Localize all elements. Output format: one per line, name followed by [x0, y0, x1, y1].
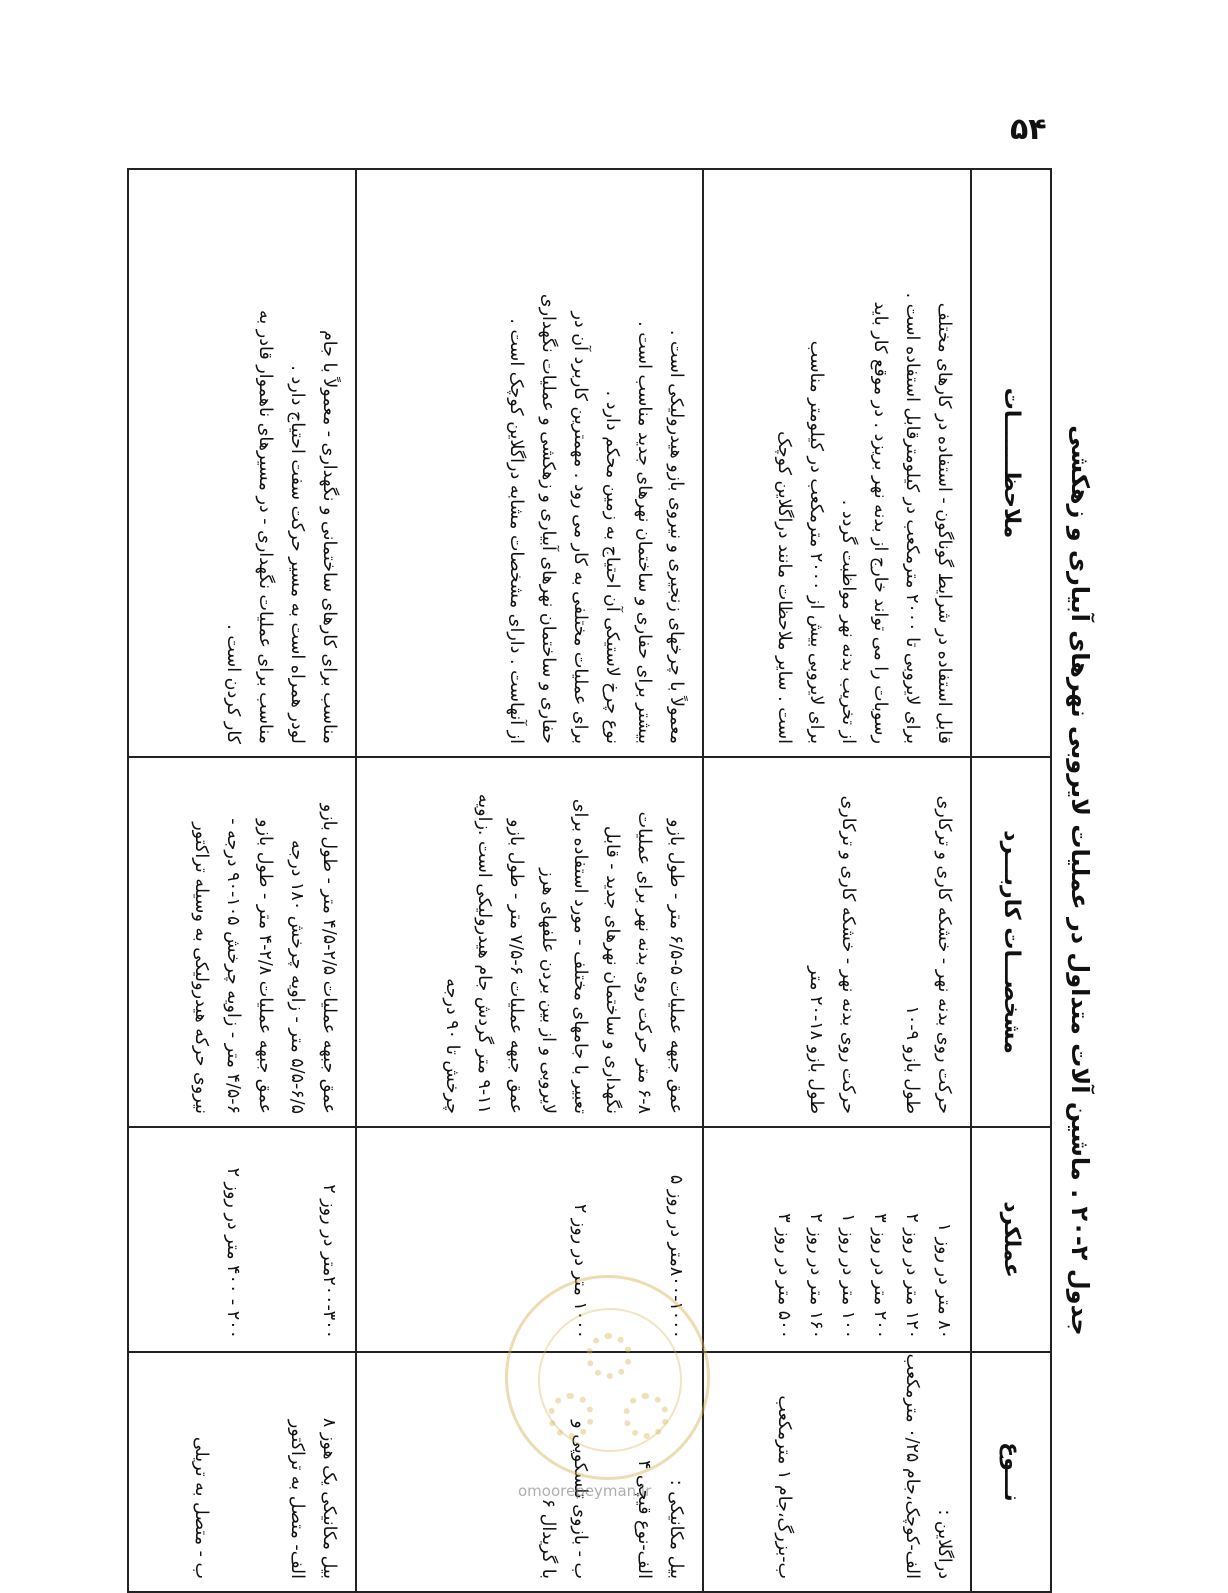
notes-line: معمولاً با چرخهای زنجیری و نیروی بازو هیدرولیکی است .	[666, 329, 687, 744]
watermark-text: omoorepeyman.ir	[518, 1482, 652, 1500]
performance-line	[628, 1140, 660, 1339]
specs-line: عمق جبهه عملیات ۲/۵-۴/۵ متر - طول بازو	[318, 803, 339, 1114]
table-row	[703, 169, 971, 1592]
specs-line: طول بازو ۹-۱۰	[902, 1005, 922, 1114]
cell-notes	[128, 169, 356, 757]
cell-type	[356, 1352, 704, 1592]
notes-line: از آنهاست . دارای مشخصات مشابه دراگلاین کوچک است .	[506, 318, 527, 744]
notes-line: برای عملیات مختلفی به کار می رود . مهمترین کاربرد آن در	[570, 311, 591, 744]
type-line	[249, 1365, 281, 1579]
performance-line: ۲۰۰ متر در روز ۳	[870, 1213, 890, 1339]
specs-line: لایروبی و از بین بردن علفهای هرز	[538, 868, 559, 1114]
specs-line: ۴/۵-۶ متر - زاویه چرخش ۱۰۵-۹۰ درجه -	[222, 818, 243, 1114]
cell-performance	[128, 1127, 356, 1352]
table-row	[128, 169, 356, 1592]
specs-line: نگهداری و ساختمان نهرهای جدید - قابل	[602, 825, 623, 1114]
specs-line	[864, 770, 896, 1114]
type-line: بیل مکانیکی :	[666, 1479, 687, 1579]
cell-type	[703, 1352, 971, 1592]
type-line: دراگلاین :	[934, 1509, 954, 1579]
notes-line: لودر همراه است به مسیر حرکت سفت احتیاج دارد .	[286, 365, 307, 744]
notes-line: برای لایروبی بیش از ۲۰۰۰ مترمکعب در کیلومتر مناسب	[806, 340, 826, 744]
type-line: با گریدال ۶	[538, 1498, 559, 1579]
performance-line: ۸۰۰-۱۰۰۰متر در روز ۵	[666, 1174, 687, 1339]
performance-line	[596, 1140, 628, 1339]
specs-line: ۹-۱۱ متر گردش جام هیدرولیکی است .زاویه	[474, 793, 495, 1114]
type-line: بیل مکانیکی یک هوز ۸	[318, 1417, 339, 1579]
specs-line: عمق جبهه عملیات ۶-۷/۵ متر - طول بازو	[506, 819, 527, 1114]
type-line: الف- متصل به تراکتور	[286, 1419, 307, 1579]
performance-line	[249, 1140, 281, 1339]
specs-line: حرکت روی بدنه نهر - خشکه کاری و ترکاری	[838, 795, 858, 1114]
notes-line: مناسب برای کارهای ساختمانی و نگهداری - معمولاً با جام	[318, 329, 339, 744]
performance-line	[281, 1140, 313, 1339]
specs-line: نیروی حرکه هیدرولیکی به وسیله تراکتور	[190, 822, 211, 1114]
specs-line: ۵/۵-۶/۵ متر - زاویه چرخش ۱۸۰ درجه	[286, 840, 307, 1114]
performance-line: ۱۲۰ متر در روز ۲	[902, 1213, 922, 1339]
cell-notes	[356, 169, 704, 757]
type-line	[217, 1365, 249, 1579]
type-line: ب - بازوی تلسکوپی و	[570, 1420, 591, 1579]
notes-line: از تخریب بدنه نهر مواظبت گردد .	[838, 499, 858, 744]
header-notes: ملاحظـــــــات	[971, 169, 1051, 757]
table-row	[356, 169, 704, 1592]
type-line	[832, 1365, 864, 1579]
notes-line: مناسب برای عملیات نگهداری - در مسیرهای ناهموار قادر به	[254, 309, 275, 744]
header-specs: مشخصـــات کاربـــرد	[971, 757, 1051, 1127]
page-number: ۵۴	[1010, 112, 1047, 147]
cell-specs	[356, 757, 704, 1127]
type-line	[596, 1365, 628, 1579]
type-line	[800, 1365, 832, 1579]
specs-line: عمق جبهه عملیات ۲/۸-۴ متر - طول بازو	[254, 819, 275, 1114]
table-caption: جدول ۲-۲۰ . ماشین آلات متداول در عملیات لایروبی نهرهای آبیاری و زهکشی	[1066, 425, 1094, 1336]
notes-line: برای لایروبی تا ۲۰۰۰ مترمکعب در کیلومترقابل استفاده است .	[902, 292, 922, 744]
cell-type	[128, 1352, 356, 1592]
type-line: ب - متصل به تریلی	[190, 1436, 211, 1579]
specs-line: تعبیر با جامهای مختلف - مورد استفاده برای	[570, 798, 591, 1114]
notes-line: قابل استفاده در شرایط گوناگون - استفاده در کارهای مختلف	[934, 302, 954, 744]
notes-line: رسوبات را می تواند خارج از بدنه نهر بریزد . در موقع کار باید	[870, 301, 890, 744]
performance-line: ۸۰ متر در روز ۱	[934, 1222, 954, 1339]
notes-line: حفاری و ساختمان نهرهای آبیاری و زهکشی و عملیات نگهداری	[538, 293, 559, 744]
header-type: نـــوع	[971, 1352, 1051, 1592]
header-performance: عملکرد	[971, 1127, 1051, 1352]
cell-performance	[356, 1127, 704, 1352]
cell-performance	[703, 1127, 971, 1352]
specs-line: حرکت روی بدنه نهر - خشکه کاری و ترکاری	[934, 795, 954, 1114]
notes-line: است . سایر ملاحظات مانند دراگلاین کوچک	[774, 431, 794, 744]
type-line	[864, 1365, 896, 1579]
specs-line: عمق جبهه عملیات ۵-۶/۵ متر - طول بازو	[666, 819, 687, 1114]
specs-line: چرخش تا ۹۰ درجه	[442, 978, 463, 1114]
machinery-table	[127, 168, 1052, 1593]
cell-specs	[703, 757, 971, 1127]
type-line: الف-نوع قیچی ۴	[634, 1459, 655, 1579]
performance-line: ۱۰۰ متر در روز ۱	[838, 1213, 858, 1339]
type-line: ب-بزرگ،جام ۱ مترمکعب	[774, 1395, 794, 1579]
cell-specs	[128, 757, 356, 1127]
rotated-table-page	[127, 168, 1094, 1593]
notes-line: بیشتر برای حفاری و ساختمان نهرهای جدید مناسب است .	[634, 321, 655, 744]
performance-line: ۱۶۰ متر در روز ۲	[806, 1213, 826, 1339]
specs-line: ۶-۸ متر حرکت روی بدنه نهر برای عملیات	[634, 811, 655, 1114]
performance-line: ۵۰۰ متر در روز ۳	[774, 1213, 794, 1339]
cell-notes	[703, 169, 971, 757]
specs-line: طول بازو ۱۸-۲۰ متر	[806, 966, 826, 1114]
performance-line: ۲۰۰ - ۴۰۰ متر در روز ۲	[222, 1167, 243, 1339]
performance-line: ۲۰۰-۳۰۰متر در روز ۲	[318, 1184, 339, 1339]
notes-line: کار کردن است .	[222, 624, 243, 744]
performance-line: ۱۰۰۰ متر در روز ۲	[570, 1203, 591, 1339]
type-line: الف-کوچک،جام ۰/۲۵ مترمکعب	[902, 1353, 922, 1579]
notes-line: نوع چرخ لاستیکی آن احتیاج به زمین محکم دارد .	[602, 390, 623, 744]
table-header-row	[971, 169, 1051, 1592]
